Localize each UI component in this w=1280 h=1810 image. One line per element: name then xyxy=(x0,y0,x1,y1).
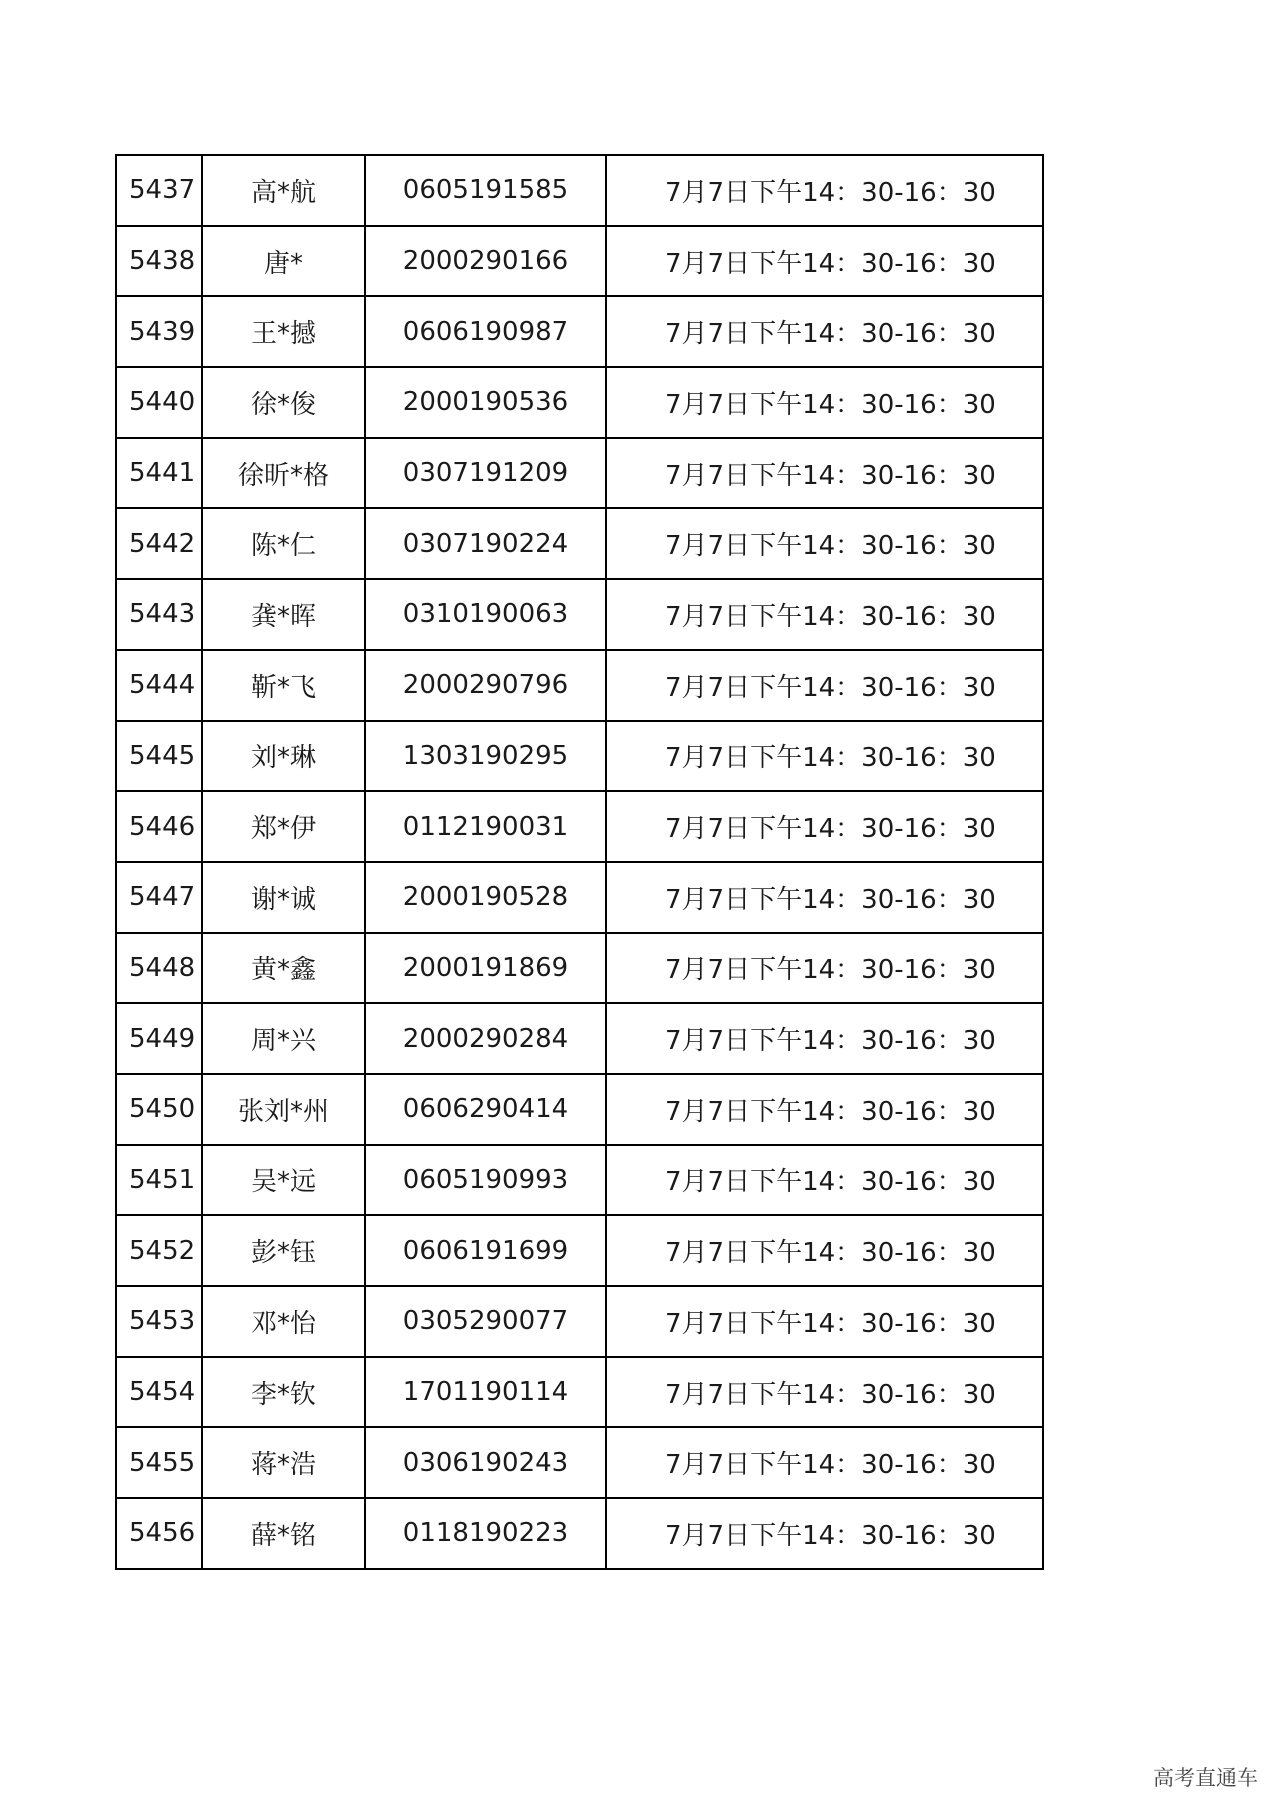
name-cell: 唐* xyxy=(202,226,365,297)
table-row xyxy=(116,791,1043,862)
row-number-cell: 5443 xyxy=(116,579,202,650)
table-row xyxy=(116,508,1043,579)
time-slot-cell: 7月7日下午14：30-16：30 xyxy=(606,226,1043,297)
exam-id-cell: 0305290077 xyxy=(365,1286,606,1357)
exam-id-cell: 0605190993 xyxy=(365,1145,606,1216)
row-number-cell: 5446 xyxy=(116,791,202,862)
exam-id-cell: 1303190295 xyxy=(365,721,606,792)
exam-id-cell: 0112190031 xyxy=(365,791,606,862)
time-slot-cell: 7月7日下午14：30-16：30 xyxy=(606,296,1043,367)
row-number-cell: 5440 xyxy=(116,367,202,438)
name-cell: 徐*俊 xyxy=(202,367,365,438)
table-row xyxy=(116,1427,1043,1498)
exam-id-cell: 2000190528 xyxy=(365,862,606,933)
table-row xyxy=(116,650,1043,721)
name-cell: 龚*晖 xyxy=(202,579,365,650)
time-slot-cell: 7月7日下午14：30-16：30 xyxy=(606,1145,1043,1216)
exam-id-cell: 0118190223 xyxy=(365,1498,606,1569)
row-number-cell: 5442 xyxy=(116,508,202,579)
row-number-cell: 5454 xyxy=(116,1357,202,1428)
time-slot-cell: 7月7日下午14：30-16：30 xyxy=(606,1286,1043,1357)
name-cell: 薛*铭 xyxy=(202,1498,365,1569)
exam-id-cell: 2000290166 xyxy=(365,226,606,297)
name-cell: 陈*仁 xyxy=(202,508,365,579)
row-number-cell: 5453 xyxy=(116,1286,202,1357)
time-slot-cell: 7月7日下午14：30-16：30 xyxy=(606,1074,1043,1145)
name-cell: 张刘*州 xyxy=(202,1074,365,1145)
name-cell: 徐昕*格 xyxy=(202,438,365,509)
table-row xyxy=(116,155,1043,226)
time-slot-cell: 7月7日下午14：30-16：30 xyxy=(606,862,1043,933)
time-slot-cell: 7月7日下午14：30-16：30 xyxy=(606,1427,1043,1498)
table-row xyxy=(116,1074,1043,1145)
table-row xyxy=(116,579,1043,650)
time-slot-cell: 7月7日下午14：30-16：30 xyxy=(606,650,1043,721)
row-number-cell: 5444 xyxy=(116,650,202,721)
table-row xyxy=(116,1215,1043,1286)
row-number-cell: 5448 xyxy=(116,933,202,1004)
exam-id-cell: 0606290414 xyxy=(365,1074,606,1145)
table-row xyxy=(116,1145,1043,1216)
time-slot-cell: 7月7日下午14：30-16：30 xyxy=(606,1498,1043,1569)
table-row xyxy=(116,296,1043,367)
exam-id-cell: 2000191869 xyxy=(365,933,606,1004)
table-row xyxy=(116,367,1043,438)
time-slot-cell: 7月7日下午14：30-16：30 xyxy=(606,1357,1043,1428)
time-slot-cell: 7月7日下午14：30-16：30 xyxy=(606,1215,1043,1286)
table-row xyxy=(116,862,1043,933)
table-row xyxy=(116,933,1043,1004)
name-cell: 邓*怡 xyxy=(202,1286,365,1357)
time-slot-cell: 7月7日下午14：30-16：30 xyxy=(606,791,1043,862)
time-slot-cell: 7月7日下午14：30-16：30 xyxy=(606,438,1043,509)
row-number-cell: 5439 xyxy=(116,296,202,367)
watermark-text: 高考直通车 xyxy=(1153,1766,1258,1790)
time-slot-cell: 7月7日下午14：30-16：30 xyxy=(606,933,1043,1004)
time-slot-cell: 7月7日下午14：30-16：30 xyxy=(606,579,1043,650)
row-number-cell: 5452 xyxy=(116,1215,202,1286)
table-row xyxy=(116,438,1043,509)
name-cell: 高*航 xyxy=(202,155,365,226)
name-cell: 靳*飞 xyxy=(202,650,365,721)
exam-id-cell: 0307190224 xyxy=(365,508,606,579)
schedule-table xyxy=(115,154,1044,1570)
row-number-cell: 5449 xyxy=(116,1003,202,1074)
row-number-cell: 5447 xyxy=(116,862,202,933)
exam-id-cell: 0306190243 xyxy=(365,1427,606,1498)
time-slot-cell: 7月7日下午14：30-16：30 xyxy=(606,721,1043,792)
exam-id-cell: 0307191209 xyxy=(365,438,606,509)
name-cell: 刘*琳 xyxy=(202,721,365,792)
exam-id-cell: 0606190987 xyxy=(365,296,606,367)
time-slot-cell: 7月7日下午14：30-16：30 xyxy=(606,155,1043,226)
table-row xyxy=(116,1003,1043,1074)
name-cell: 王*撼 xyxy=(202,296,365,367)
name-cell: 彭*钰 xyxy=(202,1215,365,1286)
exam-id-cell: 2000290796 xyxy=(365,650,606,721)
row-number-cell: 5455 xyxy=(116,1427,202,1498)
table-row xyxy=(116,226,1043,297)
exam-id-cell: 1701190114 xyxy=(365,1357,606,1428)
table-row xyxy=(116,1498,1043,1569)
name-cell: 谢*诚 xyxy=(202,862,365,933)
schedule-table-body xyxy=(116,155,1043,1569)
exam-id-cell: 2000190536 xyxy=(365,367,606,438)
name-cell: 周*兴 xyxy=(202,1003,365,1074)
exam-id-cell: 2000290284 xyxy=(365,1003,606,1074)
name-cell: 吴*远 xyxy=(202,1145,365,1216)
row-number-cell: 5450 xyxy=(116,1074,202,1145)
table-row xyxy=(116,1286,1043,1357)
exam-id-cell: 0605191585 xyxy=(365,155,606,226)
time-slot-cell: 7月7日下午14：30-16：30 xyxy=(606,508,1043,579)
table-row xyxy=(116,1357,1043,1428)
exam-id-cell: 0606191699 xyxy=(365,1215,606,1286)
row-number-cell: 5437 xyxy=(116,155,202,226)
time-slot-cell: 7月7日下午14：30-16：30 xyxy=(606,367,1043,438)
name-cell: 李*钦 xyxy=(202,1357,365,1428)
row-number-cell: 5445 xyxy=(116,721,202,792)
row-number-cell: 5451 xyxy=(116,1145,202,1216)
table-row xyxy=(116,721,1043,792)
name-cell: 黄*鑫 xyxy=(202,933,365,1004)
row-number-cell: 5438 xyxy=(116,226,202,297)
name-cell: 郑*伊 xyxy=(202,791,365,862)
name-cell: 蒋*浩 xyxy=(202,1427,365,1498)
row-number-cell: 5441 xyxy=(116,438,202,509)
row-number-cell: 5456 xyxy=(116,1498,202,1569)
time-slot-cell: 7月7日下午14：30-16：30 xyxy=(606,1003,1043,1074)
exam-id-cell: 0310190063 xyxy=(365,579,606,650)
